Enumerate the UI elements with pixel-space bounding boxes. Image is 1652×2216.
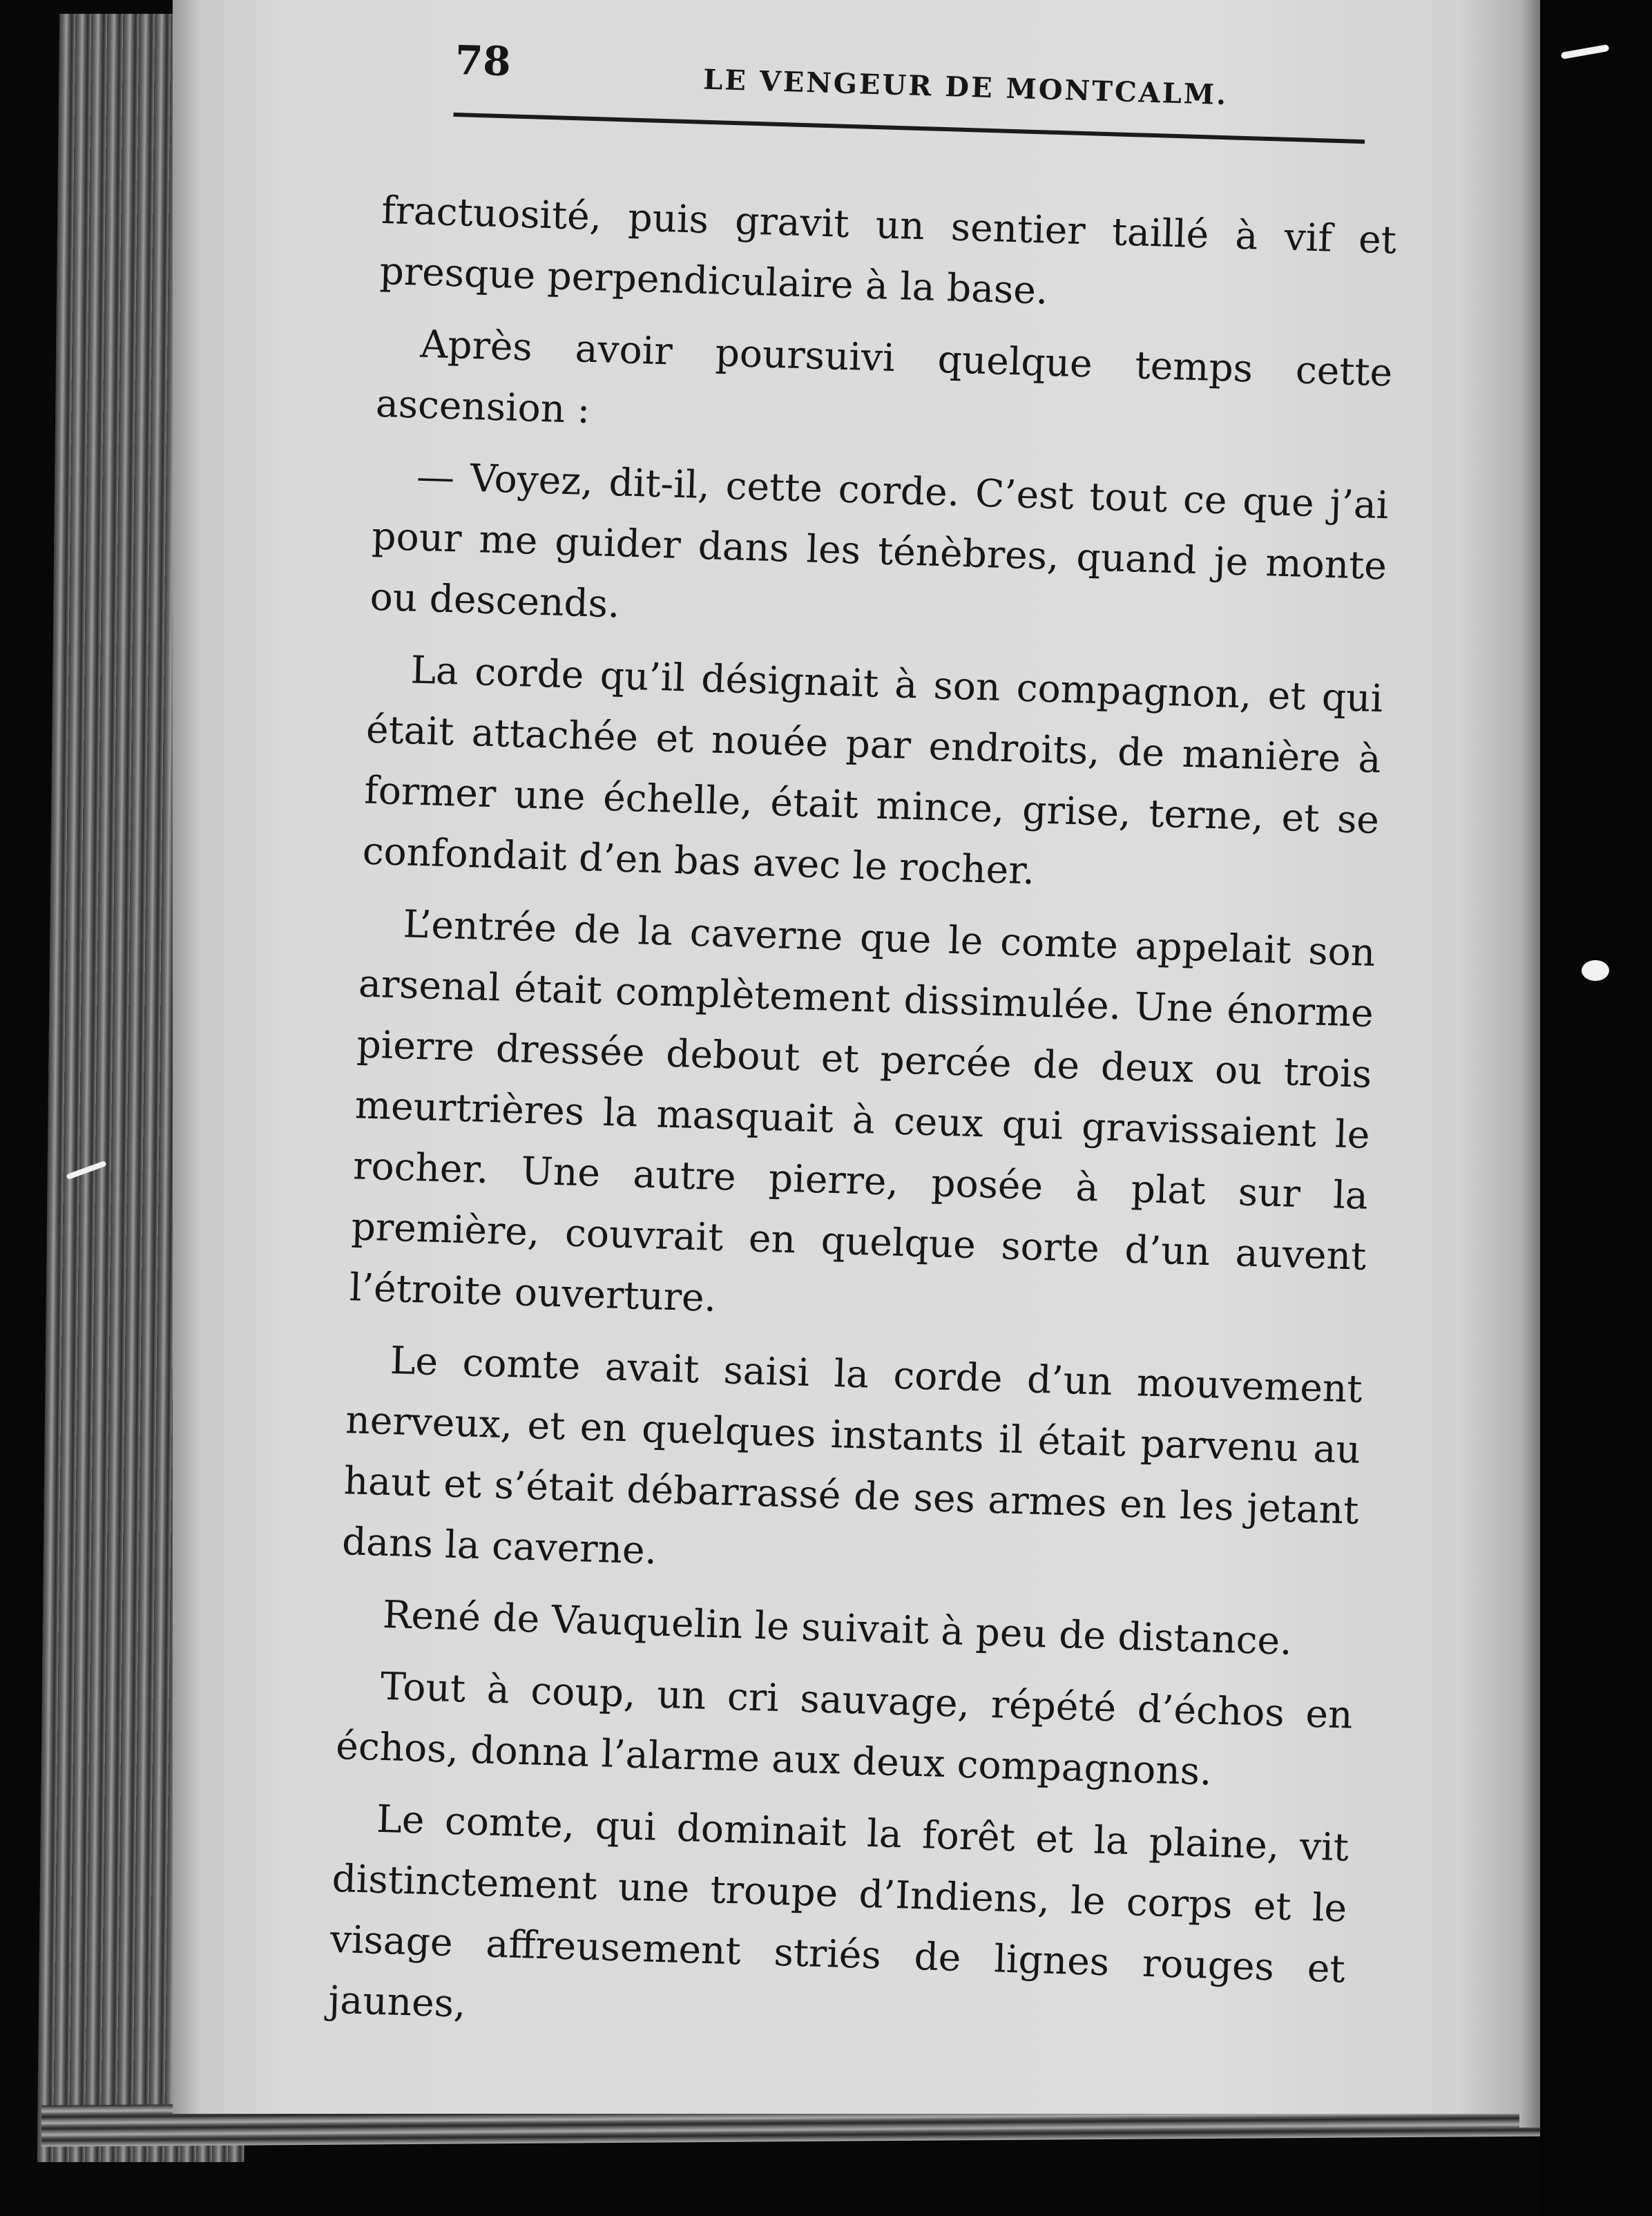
running-title: LE VENGEUR DE MONTCALM. [702,63,1229,112]
header-rule [454,113,1365,144]
paragraph: Tout à coup, un cri sauvage, répété d’échos en échos, donna l’alarme aux deux compagnons. [335,1663,1354,1794]
paragraph: René de Vauquelin le suivait à peu de distance. [382,1592,1293,1663]
paragraph: L’entrée de la caverne que le comte appelait son arsenal était complètement dissimulée. Une énorme pierre dressée debout et percée de deux ou trois meurtrières la masquait à ceux qui gravissaient le rocher. Une autre pierre, posée à plat sur la première, couvrait en quelque sorte d’un auvent l’étroite ouverture. [349,901,1376,1320]
page-content [327,35,1402,2071]
paragraph: Après avoir poursuivi quelque temps cette ascension : [375,321,1394,432]
paragraph: — Voyez, dit-il, cette corde. C’est tout ce que j’ai pour me guider dans les ténèbres, quand je monte ou descends. [369,454,1390,627]
paragraph: La corde qu’il désignait à son compagnon, et qui était attachée et nouée par endroits, de manière à former une échelle, était mince, grise, terne, et se confondait d’en bas avec le rocher. [361,647,1384,893]
paragraph: Le comte avait saisi la corde d’un mouvement nerveux, et en quelques instants il était parvenu au haut et s’était débarrassé de ses armes en les jetant dans la caverne. [341,1338,1363,1573]
page-number: 78 [454,36,512,86]
paragraph: fractuosité, puis gravit un sentier taillé à vif et presque perpendiculaire à la base. [378,187,1397,313]
body-text [327,180,1397,2060]
dark-margin-right [1540,0,1652,2216]
paragraph: Le comte, qui dominait la forêt et la plaine, vit distinctement une troupe d’Indiens, le corps et le visage affreusement striés de lignes rouges et jaunes, [327,1796,1350,2026]
scan-speck [1582,960,1609,981]
